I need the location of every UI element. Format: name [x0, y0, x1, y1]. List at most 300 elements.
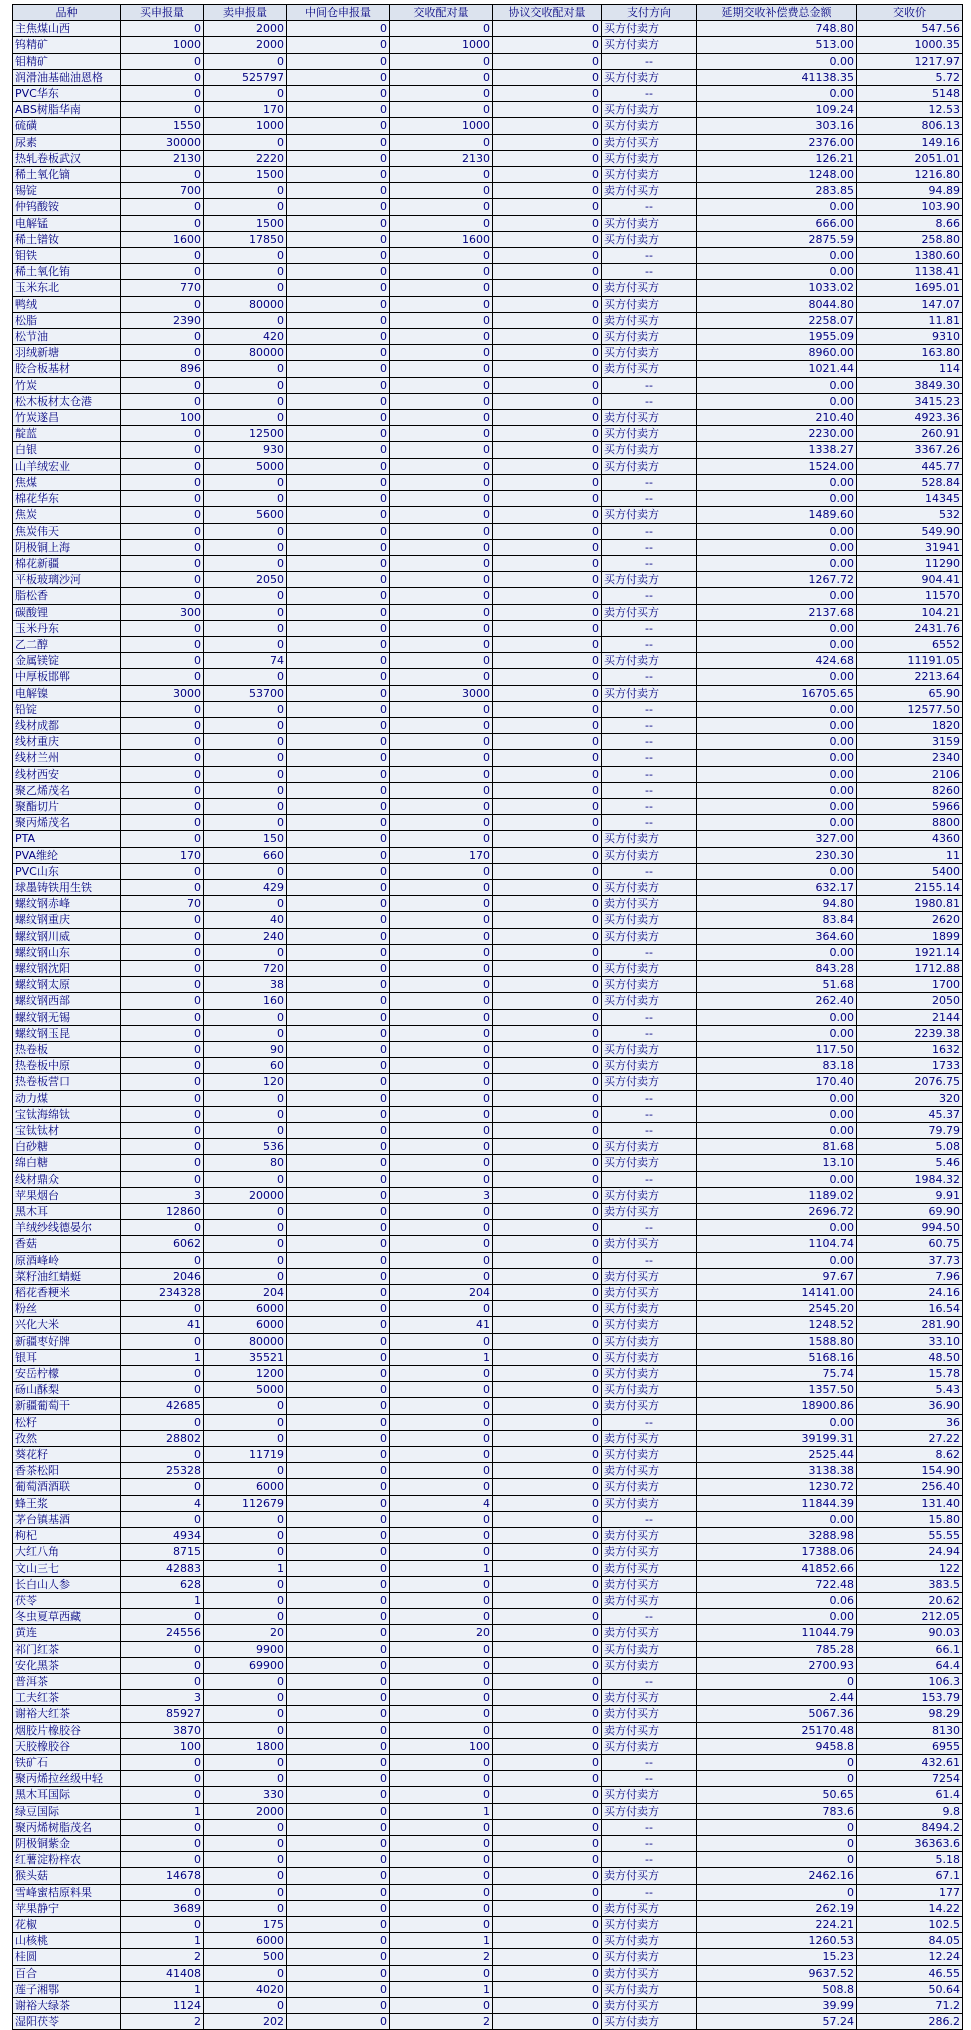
payment-direction-cell: 卖方付买方: [602, 1528, 697, 1544]
intermediate-declared-cell: 0: [287, 977, 390, 993]
delivery-price-cell: 55.55: [857, 1528, 963, 1544]
commodity-cell: 文山三七: [13, 1560, 121, 1576]
agreement-matched-cell: 0: [493, 798, 602, 814]
delivery-price-cell: 27.22: [857, 1430, 963, 1446]
compensation-total-cell: 0: [697, 1835, 857, 1851]
sell-declared-cell: 0: [204, 280, 287, 296]
sell-declared-cell: 0: [204, 1252, 287, 1268]
commodity-cell: 蜂王浆: [13, 1495, 121, 1511]
agreement-matched-cell: 0: [493, 1609, 602, 1625]
commodity-cell: 松木板材太仓港: [13, 393, 121, 409]
table-row: [13, 280, 963, 296]
compensation-total-cell: 39.99: [697, 1997, 857, 2013]
agreement-matched-cell: 0: [493, 312, 602, 328]
agreement-matched-cell: 0: [493, 1722, 602, 1738]
compensation-total-cell: 16705.65: [697, 685, 857, 701]
payment-direction-cell: 买方付卖方: [602, 426, 697, 442]
delivery-price-cell: 149.16: [857, 134, 963, 150]
table-row: [13, 636, 963, 652]
buy-declared-cell: 0: [121, 86, 204, 102]
table-row: [13, 1447, 963, 1463]
payment-direction-cell: --: [602, 944, 697, 960]
intermediate-declared-cell: 0: [287, 636, 390, 652]
matched-volume-cell: 0: [390, 296, 493, 312]
delivery-price-cell: 12.24: [857, 1949, 963, 1965]
payment-direction-cell: --: [602, 1025, 697, 1041]
compensation-total-cell: 0: [697, 1673, 857, 1689]
buy-declared-cell: 0: [121, 1301, 204, 1317]
compensation-total-cell: 1033.02: [697, 280, 857, 296]
matched-volume-cell: 0: [390, 1463, 493, 1479]
payment-direction-cell: 买方付卖方: [602, 345, 697, 361]
sell-declared-cell: 1500: [204, 167, 287, 183]
payment-direction-cell: --: [602, 1884, 697, 1900]
intermediate-declared-cell: 0: [287, 960, 390, 976]
intermediate-declared-cell: 0: [287, 1738, 390, 1754]
delivery-price-cell: 14.22: [857, 1900, 963, 1916]
matched-volume-cell: 0: [390, 1009, 493, 1025]
buy-declared-cell: 0: [121, 491, 204, 507]
delivery-price-cell: 445.77: [857, 458, 963, 474]
table-row: [13, 750, 963, 766]
sell-declared-cell: 525797: [204, 69, 287, 85]
payment-direction-cell: 买方付卖方: [602, 102, 697, 118]
header-matched-volume: 交收配对量: [390, 5, 493, 21]
agreement-matched-cell: 0: [493, 426, 602, 442]
buy-declared-cell: 2: [121, 1949, 204, 1965]
agreement-matched-cell: 0: [493, 1997, 602, 2013]
commodity-cell: 松节油: [13, 329, 121, 345]
compensation-total-cell: 109.24: [697, 102, 857, 118]
buy-declared-cell: 0: [121, 329, 204, 345]
compensation-total-cell: 11844.39: [697, 1495, 857, 1511]
table-row: [13, 1074, 963, 1090]
table-row: [13, 1657, 963, 1673]
payment-direction-cell: 买方付卖方: [602, 960, 697, 976]
sell-declared-cell: 40: [204, 912, 287, 928]
buy-declared-cell: 0: [121, 1754, 204, 1770]
commodity-cell: 鸭绒: [13, 296, 121, 312]
intermediate-declared-cell: 0: [287, 1981, 390, 1997]
table-row: [13, 960, 963, 976]
intermediate-declared-cell: 0: [287, 1236, 390, 1252]
compensation-total-cell: 0.00: [697, 750, 857, 766]
intermediate-declared-cell: 0: [287, 1187, 390, 1203]
table-row: [13, 1058, 963, 1074]
intermediate-declared-cell: 0: [287, 1819, 390, 1835]
agreement-matched-cell: 0: [493, 183, 602, 199]
intermediate-declared-cell: 0: [287, 1868, 390, 1884]
payment-direction-cell: 卖方付买方: [602, 1690, 697, 1706]
commodity-cell: 天胶橡胶谷: [13, 1738, 121, 1754]
header-payment-direction: 支付方向: [602, 5, 697, 21]
payment-direction-cell: --: [602, 766, 697, 782]
table-row: [13, 53, 963, 69]
sell-declared-cell: 0: [204, 1609, 287, 1625]
intermediate-declared-cell: 0: [287, 118, 390, 134]
delivery-price-cell: 4923.36: [857, 410, 963, 426]
payment-direction-cell: 买方付卖方: [602, 1657, 697, 1673]
compensation-total-cell: 283.85: [697, 183, 857, 199]
buy-declared-cell: 6062: [121, 1236, 204, 1252]
header-commodity: 品种: [13, 5, 121, 21]
matched-volume-cell: 170: [390, 847, 493, 863]
header-compensation-total: 延期交收补偿费总金额: [697, 5, 857, 21]
delivery-price-cell: 12577.50: [857, 701, 963, 717]
matched-volume-cell: 0: [390, 1690, 493, 1706]
agreement-matched-cell: 0: [493, 523, 602, 539]
payment-direction-cell: --: [602, 1414, 697, 1430]
buy-declared-cell: 0: [121, 523, 204, 539]
intermediate-declared-cell: 0: [287, 717, 390, 733]
sell-declared-cell: 2000: [204, 21, 287, 37]
table-row: [13, 1382, 963, 1398]
payment-direction-cell: 买方付卖方: [602, 215, 697, 231]
matched-volume-cell: 0: [390, 782, 493, 798]
intermediate-declared-cell: 0: [287, 458, 390, 474]
agreement-matched-cell: 0: [493, 1868, 602, 1884]
table-row: [13, 944, 963, 960]
sell-declared-cell: 11719: [204, 1447, 287, 1463]
payment-direction-cell: --: [602, 1220, 697, 1236]
matched-volume-cell: 0: [390, 1042, 493, 1058]
sell-declared-cell: 0: [204, 1009, 287, 1025]
commodity-cell: 稀土氧化镝: [13, 167, 121, 183]
buy-declared-cell: 3689: [121, 1900, 204, 1916]
intermediate-declared-cell: 0: [287, 86, 390, 102]
sell-declared-cell: 0: [204, 782, 287, 798]
table-row: [13, 604, 963, 620]
matched-volume-cell: 0: [390, 1414, 493, 1430]
payment-direction-cell: --: [602, 750, 697, 766]
payment-direction-cell: 卖方付买方: [602, 183, 697, 199]
agreement-matched-cell: 0: [493, 458, 602, 474]
intermediate-declared-cell: 0: [287, 1495, 390, 1511]
matched-volume-cell: 0: [390, 1074, 493, 1090]
matched-volume-cell: 2: [390, 2014, 493, 2030]
compensation-total-cell: 8960.00: [697, 345, 857, 361]
compensation-total-cell: 0.06: [697, 1592, 857, 1608]
compensation-total-cell: 41138.35: [697, 69, 857, 85]
agreement-matched-cell: 0: [493, 831, 602, 847]
intermediate-declared-cell: 0: [287, 1479, 390, 1495]
buy-declared-cell: 0: [121, 588, 204, 604]
commodity-cell: 靛蓝: [13, 426, 121, 442]
payment-direction-cell: --: [602, 491, 697, 507]
agreement-matched-cell: 0: [493, 1155, 602, 1171]
buy-declared-cell: 3000: [121, 685, 204, 701]
compensation-total-cell: 5067.36: [697, 1706, 857, 1722]
compensation-total-cell: 1524.00: [697, 458, 857, 474]
sell-declared-cell: 500: [204, 1949, 287, 1965]
delivery-price-cell: 8494.2: [857, 1819, 963, 1835]
delivery-price-cell: 549.90: [857, 523, 963, 539]
commodity-cell: 谢裕大绿茶: [13, 1997, 121, 2013]
compensation-total-cell: 1189.02: [697, 1187, 857, 1203]
compensation-total-cell: 17388.06: [697, 1544, 857, 1560]
delivery-price-cell: 383.5: [857, 1576, 963, 1592]
table-row: [13, 1204, 963, 1220]
buy-declared-cell: 0: [121, 53, 204, 69]
intermediate-declared-cell: 0: [287, 701, 390, 717]
buy-declared-cell: 0: [121, 798, 204, 814]
sell-declared-cell: 0: [204, 491, 287, 507]
delivery-price-cell: 6955: [857, 1738, 963, 1754]
commodity-cell: 松籽: [13, 1414, 121, 1430]
matched-volume-cell: 0: [390, 1447, 493, 1463]
buy-declared-cell: 0: [121, 377, 204, 393]
intermediate-declared-cell: 0: [287, 1058, 390, 1074]
sell-declared-cell: 0: [204, 1528, 287, 1544]
compensation-total-cell: 2875.59: [697, 231, 857, 247]
table-row: [13, 1187, 963, 1203]
matched-volume-cell: 0: [390, 1657, 493, 1673]
sell-declared-cell: 5600: [204, 507, 287, 523]
payment-direction-cell: 卖方付买方: [602, 280, 697, 296]
matched-volume-cell: 0: [390, 1511, 493, 1527]
buy-declared-cell: 0: [121, 1511, 204, 1527]
agreement-matched-cell: 0: [493, 604, 602, 620]
payment-direction-cell: --: [602, 474, 697, 490]
matched-volume-cell: 0: [390, 977, 493, 993]
buy-declared-cell: 0: [121, 1835, 204, 1851]
matched-volume-cell: 0: [390, 1576, 493, 1592]
commodity-cell: 螺纹钢重庆: [13, 912, 121, 928]
delivery-price-cell: 1820: [857, 717, 963, 733]
agreement-matched-cell: 0: [493, 1835, 602, 1851]
sell-declared-cell: 0: [204, 669, 287, 685]
compensation-total-cell: 41852.66: [697, 1560, 857, 1576]
intermediate-declared-cell: 0: [287, 1771, 390, 1787]
payment-direction-cell: 买方付卖方: [602, 1949, 697, 1965]
sell-declared-cell: 0: [204, 620, 287, 636]
agreement-matched-cell: 0: [493, 653, 602, 669]
table-row: [13, 248, 963, 264]
intermediate-declared-cell: 0: [287, 248, 390, 264]
compensation-total-cell: 783.6: [697, 1803, 857, 1819]
commodity-cell: 红薯淀粉梓农: [13, 1852, 121, 1868]
agreement-matched-cell: 0: [493, 1106, 602, 1122]
agreement-matched-cell: 0: [493, 37, 602, 53]
buy-declared-cell: 0: [121, 782, 204, 798]
matched-volume-cell: 0: [390, 653, 493, 669]
commodity-cell: 大红八角: [13, 1544, 121, 1560]
matched-volume-cell: 0: [390, 636, 493, 652]
buy-declared-cell: 628: [121, 1576, 204, 1592]
table-row: [13, 118, 963, 134]
commodity-cell: 焦煤: [13, 474, 121, 490]
intermediate-declared-cell: 0: [287, 2014, 390, 2030]
table-row: [13, 1171, 963, 1187]
agreement-matched-cell: 0: [493, 1349, 602, 1365]
commodity-cell: 螺纹钢川威: [13, 928, 121, 944]
intermediate-declared-cell: 0: [287, 393, 390, 409]
payment-direction-cell: 买方付卖方: [602, 231, 697, 247]
intermediate-declared-cell: 0: [287, 750, 390, 766]
intermediate-declared-cell: 0: [287, 102, 390, 118]
agreement-matched-cell: 0: [493, 1754, 602, 1770]
intermediate-declared-cell: 0: [287, 766, 390, 782]
intermediate-declared-cell: 0: [287, 620, 390, 636]
delivery-price-cell: 1712.88: [857, 960, 963, 976]
sell-declared-cell: 6000: [204, 1933, 287, 1949]
buy-declared-cell: 0: [121, 928, 204, 944]
matched-volume-cell: 0: [390, 1382, 493, 1398]
delivery-price-cell: 36363.6: [857, 1835, 963, 1851]
commodity-cell: 祁门红茶: [13, 1641, 121, 1657]
delivery-price-cell: 6552: [857, 636, 963, 652]
table-row: [13, 1738, 963, 1754]
intermediate-declared-cell: 0: [287, 69, 390, 85]
compensation-total-cell: 18900.86: [697, 1398, 857, 1414]
intermediate-declared-cell: 0: [287, 572, 390, 588]
commodity-cell: 金属镁锭: [13, 653, 121, 669]
payment-direction-cell: --: [602, 248, 697, 264]
compensation-total-cell: 8044.80: [697, 296, 857, 312]
agreement-matched-cell: 0: [493, 507, 602, 523]
table-row: [13, 1560, 963, 1576]
table-row: [13, 1544, 963, 1560]
payment-direction-cell: --: [602, 734, 697, 750]
compensation-total-cell: 117.50: [697, 1042, 857, 1058]
matched-volume-cell: 1: [390, 1560, 493, 1576]
delivery-price-cell: 1695.01: [857, 280, 963, 296]
compensation-total-cell: 0.00: [697, 944, 857, 960]
table-row: [13, 21, 963, 37]
agreement-matched-cell: 0: [493, 1301, 602, 1317]
commodity-cell: 粉丝: [13, 1301, 121, 1317]
commodity-cell: 钼精矿: [13, 53, 121, 69]
commodity-cell: 茯苓: [13, 1592, 121, 1608]
commodity-cell: 湿阳茯苓: [13, 2014, 121, 2030]
commodity-cell: 螺纹钢沈阳: [13, 960, 121, 976]
sell-declared-cell: 420: [204, 329, 287, 345]
agreement-matched-cell: 0: [493, 410, 602, 426]
sell-declared-cell: 69900: [204, 1657, 287, 1673]
compensation-total-cell: 0.00: [697, 669, 857, 685]
intermediate-declared-cell: 0: [287, 847, 390, 863]
sell-declared-cell: 80000: [204, 296, 287, 312]
matched-volume-cell: 0: [390, 1301, 493, 1317]
compensation-total-cell: 722.48: [697, 1576, 857, 1592]
intermediate-declared-cell: 0: [287, 1576, 390, 1592]
buy-declared-cell: 0: [121, 717, 204, 733]
buy-declared-cell: 0: [121, 442, 204, 458]
table-row: [13, 37, 963, 53]
intermediate-declared-cell: 0: [287, 1268, 390, 1284]
commodity-cell: 长白山人参: [13, 1576, 121, 1592]
buy-declared-cell: 1600: [121, 231, 204, 247]
sell-declared-cell: 0: [204, 1852, 287, 1868]
compensation-total-cell: 0.00: [697, 1171, 857, 1187]
commodity-cell: 螺纹钢太原: [13, 977, 121, 993]
compensation-total-cell: 1230.72: [697, 1479, 857, 1495]
intermediate-declared-cell: 0: [287, 361, 390, 377]
compensation-total-cell: 0.00: [697, 1090, 857, 1106]
payment-direction-cell: 买方付卖方: [602, 1349, 697, 1365]
table-row: [13, 523, 963, 539]
buy-declared-cell: 0: [121, 863, 204, 879]
compensation-total-cell: 2462.16: [697, 1868, 857, 1884]
compensation-total-cell: 2230.00: [697, 426, 857, 442]
buy-declared-cell: 0: [121, 960, 204, 976]
commodity-cell: 电解锰: [13, 215, 121, 231]
payment-direction-cell: 买方付卖方: [602, 1803, 697, 1819]
sell-declared-cell: 0: [204, 264, 287, 280]
payment-direction-cell: 买方付卖方: [602, 847, 697, 863]
agreement-matched-cell: 0: [493, 53, 602, 69]
intermediate-declared-cell: 0: [287, 1333, 390, 1349]
commodity-cell: 山羊绒宏业: [13, 458, 121, 474]
matched-volume-cell: 0: [390, 507, 493, 523]
matched-volume-cell: 0: [390, 345, 493, 361]
compensation-total-cell: 224.21: [697, 1916, 857, 1932]
matched-volume-cell: 0: [390, 393, 493, 409]
table-row: [13, 1236, 963, 1252]
table-row: [13, 1981, 963, 1997]
payment-direction-cell: 卖方付买方: [602, 1430, 697, 1446]
buy-declared-cell: 0: [121, 1009, 204, 1025]
sell-declared-cell: 0: [204, 1430, 287, 1446]
sell-declared-cell: 0: [204, 604, 287, 620]
compensation-total-cell: 0.00: [697, 539, 857, 555]
compensation-total-cell: 0: [697, 1819, 857, 1835]
matched-volume-cell: 0: [390, 1252, 493, 1268]
commodity-cell: 线材兰州: [13, 750, 121, 766]
table-row: [13, 1803, 963, 1819]
commodity-cell: 苹果静宁: [13, 1900, 121, 1916]
commodity-cell: 螺纹钢西部: [13, 993, 121, 1009]
sell-declared-cell: 0: [204, 766, 287, 782]
buy-declared-cell: 1124: [121, 1997, 204, 2013]
table-row: [13, 896, 963, 912]
payment-direction-cell: 买方付卖方: [602, 458, 697, 474]
buy-declared-cell: 42883: [121, 1560, 204, 1576]
table-row: [13, 377, 963, 393]
payment-direction-cell: --: [602, 393, 697, 409]
intermediate-declared-cell: 0: [287, 604, 390, 620]
payment-direction-cell: 买方付卖方: [602, 442, 697, 458]
buy-declared-cell: 4934: [121, 1528, 204, 1544]
delivery-price-cell: 46.55: [857, 1965, 963, 1981]
buy-declared-cell: 234328: [121, 1285, 204, 1301]
delivery-price-cell: 37.73: [857, 1252, 963, 1268]
delivery-price-cell: 16.54: [857, 1301, 963, 1317]
commodity-cell: 谢裕大红茶: [13, 1706, 121, 1722]
payment-direction-cell: --: [602, 523, 697, 539]
agreement-matched-cell: 0: [493, 588, 602, 604]
agreement-matched-cell: 0: [493, 782, 602, 798]
commodity-cell: 稻花香粳米: [13, 1285, 121, 1301]
commodity-cell: 中厚板邯郸: [13, 669, 121, 685]
agreement-matched-cell: 0: [493, 555, 602, 571]
commodity-cell: 锡锭: [13, 183, 121, 199]
commodity-cell: 主焦煤山西: [13, 21, 121, 37]
agreement-matched-cell: 0: [493, 701, 602, 717]
buy-declared-cell: 0: [121, 1155, 204, 1171]
sell-declared-cell: 0: [204, 1123, 287, 1139]
intermediate-declared-cell: 0: [287, 329, 390, 345]
table-row: [13, 815, 963, 831]
intermediate-declared-cell: 0: [287, 1155, 390, 1171]
compensation-total-cell: 303.16: [697, 118, 857, 134]
delivery-price-cell: 2051.01: [857, 150, 963, 166]
commodity-cell: 线材鼎众: [13, 1171, 121, 1187]
agreement-matched-cell: 0: [493, 1398, 602, 1414]
agreement-matched-cell: 0: [493, 1139, 602, 1155]
buy-declared-cell: 0: [121, 1139, 204, 1155]
delivery-price-cell: 3415.23: [857, 393, 963, 409]
